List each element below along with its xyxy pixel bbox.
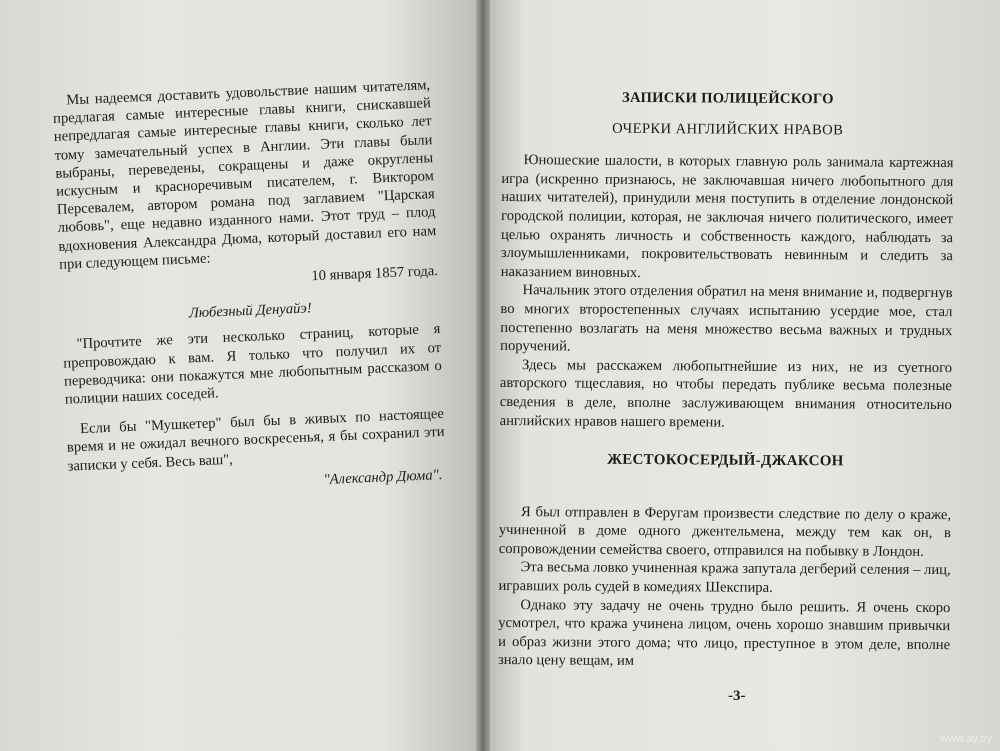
chapter-title: ЖЕСТОКОСЕРДЫЙ-ДЖАКСОН: [607, 451, 844, 470]
paragraph-1: Юношеские шалости, в которых главную роль занимала картежная игра (искренно признаюсь, не заключавшая ничего любопытного для наших читателей), принудили меня поступить в отделение лондонской городской полиции, которая, не заключая ничего политического, имеет целью охранять личность и собственность каждого, наблюдать за злоумышленниками, покровительствовать невинным и следить за наказанием виновных.: [500, 152, 954, 281]
intro-paragraph: Мы надеемся доставить удовольствие нашим читателям, предлагая самые интересные главы книги, снискавшей непредлагая самые интересные главы книги, сколько лет тому замечательный успех в Англии. Эти главы были выбраны, переведены, сокращены и даже округлены искусным и красноречивым писателем, г. Виктором Персевалем, автором романа под заглавием "Царская любовь", еще недавно изданного нами. Этот труд – плод вдохновения Александра Дюма, который доставил его нам при следующем письме:: [52, 77, 437, 273]
paragraph-3: Здесь мы расскажем любопытнейшие из них, не из суетного авторского тщеславия, но чтобы передать публике весьма полезные сведения в деле, вполне заслуживающем внимания относительно английских нравов нашего времени.: [499, 356, 953, 431]
chapter-paragraph-1: Я был отправлен в Феругам произвести следствие по делу о краже, учиненной в доме одного джентельмена, между тем как он, в сопровождении семейства своего, отправился на побывку в Лондон.: [498, 503, 952, 560]
right-page-text: [498, 88, 954, 673]
letter-paragraph-1: "Прочтите же эти несколько страниц, которые я препровождаю к вам. Я только что получил их от переводчика: они покажутся мне любопытным рассказом о полиции наших соседей.: [63, 321, 443, 408]
chapter-paragraph-2: Эта весьма ловко учиненная кража запутала дегберий селения – лиц, игравших роль судей в комедиях Шекспира.: [498, 559, 951, 596]
letter-date: 10 января 1857 года.: [311, 263, 439, 285]
letter-paragraph-2: Если бы "Мушкетер" был бы в живых по настоящее время и не ожидал вечного воскресенья, я бы сохранил эти записки у себя. Весь ваш",: [66, 406, 445, 475]
paragraph-2: Начальник этого отделения обратил на меня внимание и, подвергнув во многих второстепенных случаях испытанию усердие мое, стал постепенно возлагать на меня множество весьма важных и трудных поручений.: [500, 282, 953, 355]
chapter-paragraph-3: Однако эту задачу не очень трудно было решить. Я очень скоро усмотрел, что кража учинена лицом, очень хорошо знавшим привычки и образ жизни этого дома; что лицо, преступное в этом деле, вполне знало цену вещам, им: [497, 596, 951, 670]
page-number: -3-: [728, 688, 746, 704]
letter-signature: "Александр Дюма".: [323, 466, 443, 488]
book-title: ЗАПИСКИ ПОЛИЦЕЙСКОГО: [622, 89, 834, 108]
left-page-text: [52, 76, 447, 500]
watermark: www.ay.by: [940, 733, 992, 745]
letter-greeting: Любезный Денуайэ!: [188, 300, 313, 322]
book-subtitle: ОЧЕРКИ АНГЛИЙСКИХ НРАВОВ: [612, 120, 844, 138]
book-gutter: [476, 0, 490, 751]
